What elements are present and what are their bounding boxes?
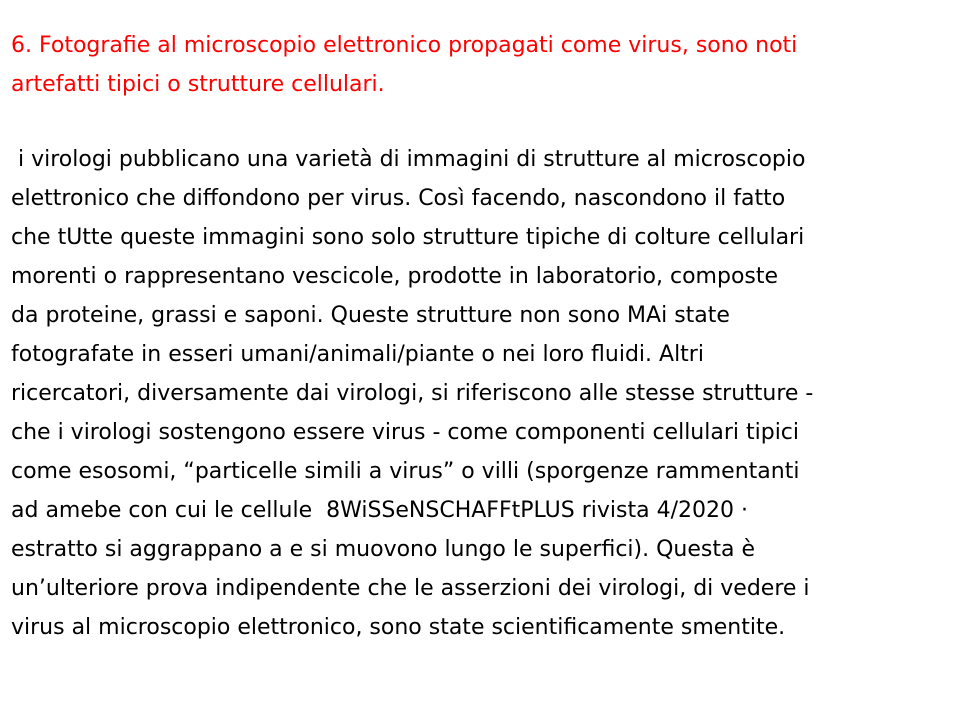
heading-line: 6. Fotografie al microscopio elettronico propagati come virus, sono noti <box>11 33 798 58</box>
slide-heading <box>11 26 951 104</box>
body-line: che tUtte queste immagini sono solo strutture tipiche di colture cellulari <box>11 225 805 250</box>
body-line: ad amebe con cui le cellule 8WiSSeNSCHAFFtPLUS rivista 4/2020 · <box>11 498 748 523</box>
body-line: fotografate in esseri umani/animali/piante o nei loro fluidi. Altri <box>11 342 704 367</box>
body-line: i virologi pubblicano una varietà di immagini di strutture al microscopio <box>11 147 806 172</box>
heading-line: artefatti tipici o strutture cellulari. <box>11 72 385 97</box>
body-line: estratto si aggrappano a e si muovono lungo le superfici). Questa è <box>11 537 755 562</box>
body-line: elettronico che diffondono per virus. Così facendo, nascondono il fatto <box>11 186 786 211</box>
body-line: un’ulteriore prova indipendente che le asserzioni dei virologi, di vedere i <box>11 576 810 601</box>
body-line: ricercatori, diversamente dai virologi, si riferiscono alle stesse strutture - <box>11 381 814 406</box>
slide-body-text <box>11 140 951 647</box>
body-line: come esosomi, “particelle simili a virus” o villi (sporgenze rammentanti <box>11 459 800 484</box>
body-line: che i virologi sostengono essere virus - come componenti cellulari tipici <box>11 420 800 445</box>
body-line: virus al microscopio elettronico, sono state scientificamente smentite. <box>11 615 786 640</box>
body-line: morenti o rappresentano vescicole, prodotte in laboratorio, composte <box>11 264 779 289</box>
body-line: da proteine, grassi e saponi. Queste strutture non sono MAi state <box>11 303 730 328</box>
